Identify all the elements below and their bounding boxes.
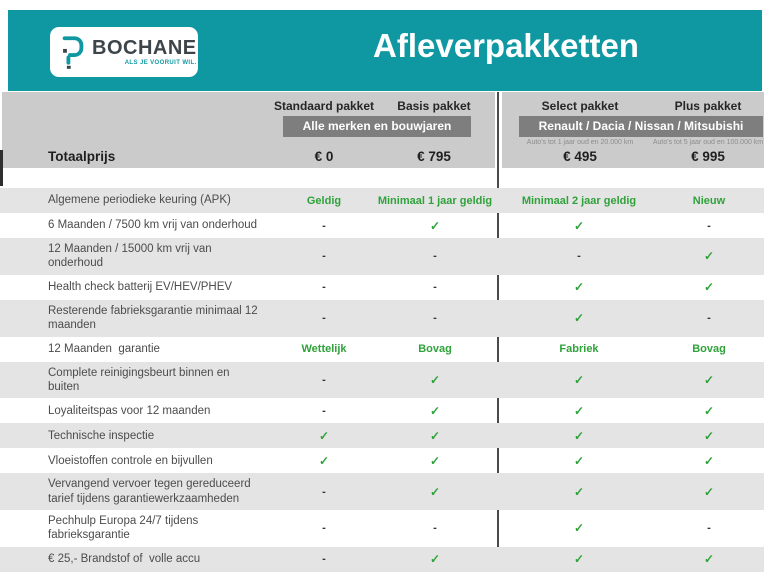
check-icon: ✓ bbox=[703, 372, 715, 387]
feature-label: 12 Maanden / 15000 km vrij van onderhoud bbox=[48, 243, 215, 270]
table-row bbox=[0, 238, 764, 275]
check-icon: ✓ bbox=[573, 484, 585, 499]
check-icon: ✓ bbox=[703, 403, 715, 418]
feature-label: 6 Maanden / 7500 km vrij van onderhoud bbox=[48, 219, 258, 232]
brand-text-block bbox=[92, 38, 197, 66]
dash-icon: - bbox=[577, 250, 581, 263]
check-icon: ✓ bbox=[429, 552, 441, 567]
brand-tagline: ALS JE VOORUIT WIL. bbox=[124, 60, 197, 66]
group-banner-all-brands: Alle merken en bouwjaren bbox=[283, 116, 471, 137]
totaalprijs-label: Totaalprijs bbox=[48, 149, 116, 164]
feature-label: 12 Maanden garantie bbox=[48, 342, 160, 355]
feature-label: Algemene periodieke keuring (APK) bbox=[48, 194, 231, 207]
feature-label: Technische inspectie bbox=[48, 429, 155, 442]
feature-table bbox=[0, 188, 764, 572]
feature-label: Complete reinigingsbeurt binnen en buiten bbox=[48, 366, 233, 393]
check-icon: ✓ bbox=[573, 403, 585, 418]
table-row bbox=[0, 300, 764, 337]
feature-value: Nieuw bbox=[692, 194, 726, 207]
dash-icon: - bbox=[433, 312, 437, 325]
check-icon: ✓ bbox=[573, 521, 585, 536]
left-edge-mark bbox=[0, 150, 3, 186]
table-row bbox=[0, 398, 764, 423]
brand-name: BOCHANE bbox=[92, 37, 197, 59]
check-icon: ✓ bbox=[573, 280, 585, 295]
check-icon: ✓ bbox=[703, 280, 715, 295]
check-icon: ✓ bbox=[703, 484, 715, 499]
dash-icon: - bbox=[322, 312, 326, 325]
dash-icon: - bbox=[322, 219, 326, 232]
dash-icon: - bbox=[433, 281, 437, 294]
feature-value: Wettelijk bbox=[301, 343, 347, 355]
column-header-standaard: Standaard pakket bbox=[273, 99, 375, 113]
table-row bbox=[0, 337, 764, 362]
feature-value: Minimaal 2 jaar geldig bbox=[521, 194, 637, 207]
table-row bbox=[0, 213, 764, 238]
feature-value: Bovag bbox=[692, 343, 726, 355]
dash-icon: - bbox=[433, 522, 437, 535]
check-icon: ✓ bbox=[429, 484, 441, 499]
dash-icon: - bbox=[322, 281, 326, 294]
column-header-plus: Plus pakket bbox=[674, 99, 742, 113]
price-basis: € 795 bbox=[417, 149, 451, 164]
check-icon: ✓ bbox=[703, 249, 715, 264]
feature-label: Vervangend vervoer tegen gereduceerd tarief tijdens garantiewerkzaamheden bbox=[48, 478, 254, 505]
bochane-logo bbox=[50, 27, 198, 77]
column-caption-plus: Auto's tot 5 jaar oud en 100.000 km bbox=[652, 139, 764, 146]
table-row bbox=[0, 275, 764, 300]
column-header-basis: Basis pakket bbox=[397, 99, 471, 113]
check-icon: ✓ bbox=[573, 453, 585, 468]
price-standaard: € 0 bbox=[314, 149, 334, 164]
table-row bbox=[0, 510, 764, 547]
table-row bbox=[0, 448, 764, 473]
check-icon: ✓ bbox=[429, 403, 441, 418]
check-icon: ✓ bbox=[573, 311, 585, 326]
feature-label: Health check batterij EV/HEV/PHEV bbox=[48, 281, 233, 294]
group-banner-renault-dacia-nissan-mitsubishi: Renault / Dacia / Nissan / Mitsubishi bbox=[519, 116, 763, 137]
dash-icon: - bbox=[707, 219, 711, 232]
title-band bbox=[8, 10, 762, 91]
check-icon: ✓ bbox=[573, 428, 585, 443]
table-row bbox=[0, 188, 764, 213]
bochane-logo-icon bbox=[60, 34, 86, 70]
check-icon: ✓ bbox=[573, 218, 585, 233]
price-plus: € 995 bbox=[691, 149, 725, 164]
feature-label: Vloeistoffen controle en bijvullen bbox=[48, 454, 213, 467]
check-icon: ✓ bbox=[703, 453, 715, 468]
check-icon: ✓ bbox=[429, 453, 441, 468]
column-caption-select: Auto's tot 1 jaar oud en 20.000 km bbox=[526, 139, 634, 146]
feature-value: Bovag bbox=[418, 343, 452, 355]
dash-icon: - bbox=[322, 373, 326, 386]
dash-icon: - bbox=[322, 485, 326, 498]
feature-value: Minimaal 1 jaar geldig bbox=[377, 194, 493, 207]
check-icon: ✓ bbox=[318, 453, 330, 468]
column-header-select: Select pakket bbox=[541, 99, 619, 113]
table-row bbox=[0, 362, 764, 399]
check-icon: ✓ bbox=[429, 218, 441, 233]
price-select: € 495 bbox=[563, 149, 597, 164]
check-icon: ✓ bbox=[703, 552, 715, 567]
feature-value: Geldig bbox=[306, 194, 342, 207]
check-icon: ✓ bbox=[573, 552, 585, 567]
feature-label: € 25,- Brandstof of volle accu bbox=[48, 553, 201, 566]
check-icon: ✓ bbox=[429, 372, 441, 387]
dash-icon: - bbox=[433, 250, 437, 263]
table-row bbox=[0, 547, 764, 572]
dash-icon: - bbox=[707, 522, 711, 535]
feature-value: Fabriek bbox=[559, 343, 599, 355]
dash-icon: - bbox=[707, 312, 711, 325]
feature-label: Resterende fabrieksgarantie minimaal 12 maanden bbox=[48, 304, 261, 332]
table-row bbox=[0, 423, 764, 448]
dash-icon: - bbox=[322, 522, 326, 535]
page-title: Afleverpakketten bbox=[373, 27, 639, 64]
feature-label: Pechhulp Europa 24/7 tijdens fabrieksgarantie bbox=[48, 515, 202, 542]
check-icon: ✓ bbox=[573, 372, 585, 387]
dash-icon: - bbox=[322, 553, 326, 566]
dash-icon: - bbox=[322, 404, 326, 417]
dash-icon: - bbox=[322, 250, 326, 263]
check-icon: ✓ bbox=[703, 428, 715, 443]
table-row bbox=[0, 473, 764, 510]
feature-label: Loyaliteitspas voor 12 maanden bbox=[48, 404, 211, 417]
check-icon: ✓ bbox=[429, 428, 441, 443]
check-icon: ✓ bbox=[318, 428, 330, 443]
